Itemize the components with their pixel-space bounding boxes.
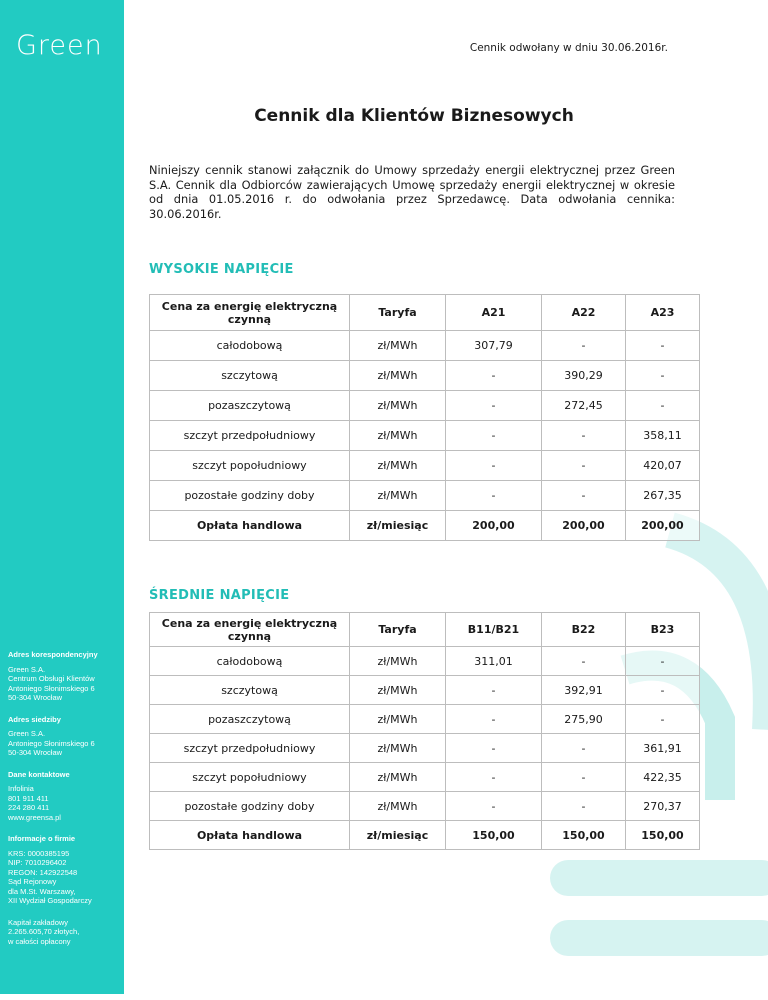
intro-paragraph: Niniejszy cennik stanowi załącznik do Umowy sprzedaży energii elektrycznej przez Green S.A. Cennik dla Odbiorców zawierających Umowę sprzedaży energii elektrycznej w okresie od dnia 01.05.2016 r. do odwołania przez Sprzedawcę. Data odwołania cennika: 30.06.2016r. — [149, 163, 675, 221]
revocation-note: Cennik odwołany w dniu 30.06.2016r. — [469, 42, 668, 54]
page-title: Cennik dla Klientów Biznesowych — [254, 106, 574, 126]
medium-voltage-price-table — [149, 612, 700, 850]
table-row: całodobową zł/MWh 311,01 - - — [150, 647, 700, 676]
green-logo: Green — [16, 30, 103, 61]
section-heading-high-voltage: WYSOKIE NAPIĘCIE — [149, 262, 294, 277]
info-block-headquarters: Adres siedziby Green S.A. Antoniego Słonimskiego 6 50-304 Wrocław — [8, 714, 95, 757]
table-row-trade-fee: Opłata handlowa zł/miesiąc 150,00 150,00 150,00 — [150, 821, 700, 850]
info-block-contact: Dane kontaktowe Infolinia 801 911 411 224 280 411 www.greensa.pl — [8, 769, 70, 822]
sidebar — [0, 0, 124, 994]
table-header-row: Cena za energię elektryczną czynną Taryfa B11/B21 B22 B23 — [150, 613, 700, 647]
table-row: szczyt przedpołudniowy zł/MWh - - 361,91 — [150, 734, 700, 763]
table-row: pozaszczytową zł/MWh - 272,45 - — [150, 391, 700, 421]
table-row: pozostałe godziny doby zł/MWh - - 270,37 — [150, 792, 700, 821]
table-row: całodobową zł/MWh 307,79 - - — [150, 331, 700, 361]
section-heading-medium-voltage: ŚREDNIE NAPIĘCIE — [149, 588, 290, 603]
info-block-correspondence: Adres korespondencyjny Green S.A. Centrum Obsługi Klientów Antoniego Słonimskiego 6 50-304 Wrocław — [8, 650, 98, 702]
table-row: szczyt popołudniowy zł/MWh - - 422,35 — [150, 763, 700, 792]
high-voltage-price-table — [149, 294, 700, 541]
table-header-row: Cena za energię elektryczną czynną Taryfa A21 A22 A23 — [150, 295, 700, 331]
info-block-capital: Kapitał zakładowy 2.265.605,70 złotych, w całości opłacony — [8, 917, 80, 946]
info-block-company: Informacje o firmie KRS: 0000385195 NIP: 7010296402 REGON: 142922548 Sąd Rejonowy dla M.St. Warszawy, XII Wydział Gospodarczy — [8, 834, 92, 905]
table-row: szczyt popołudniowy zł/MWh - - 420,07 — [150, 451, 700, 481]
table-row: szczytową zł/MWh - 392,91 - — [150, 676, 700, 705]
company-info — [8, 650, 122, 958]
table-row-trade-fee: Opłata handlowa zł/miesiąc 200,00 200,00 200,00 — [150, 511, 700, 541]
table-row: pozaszczytową zł/MWh - 275,90 - — [150, 705, 700, 734]
table-row: pozostałe godziny doby zł/MWh - - 267,35 — [150, 481, 700, 511]
table-row: szczyt przedpołudniowy zł/MWh - - 358,11 — [150, 421, 700, 451]
table-row: szczytową zł/MWh - 390,29 - — [150, 361, 700, 391]
